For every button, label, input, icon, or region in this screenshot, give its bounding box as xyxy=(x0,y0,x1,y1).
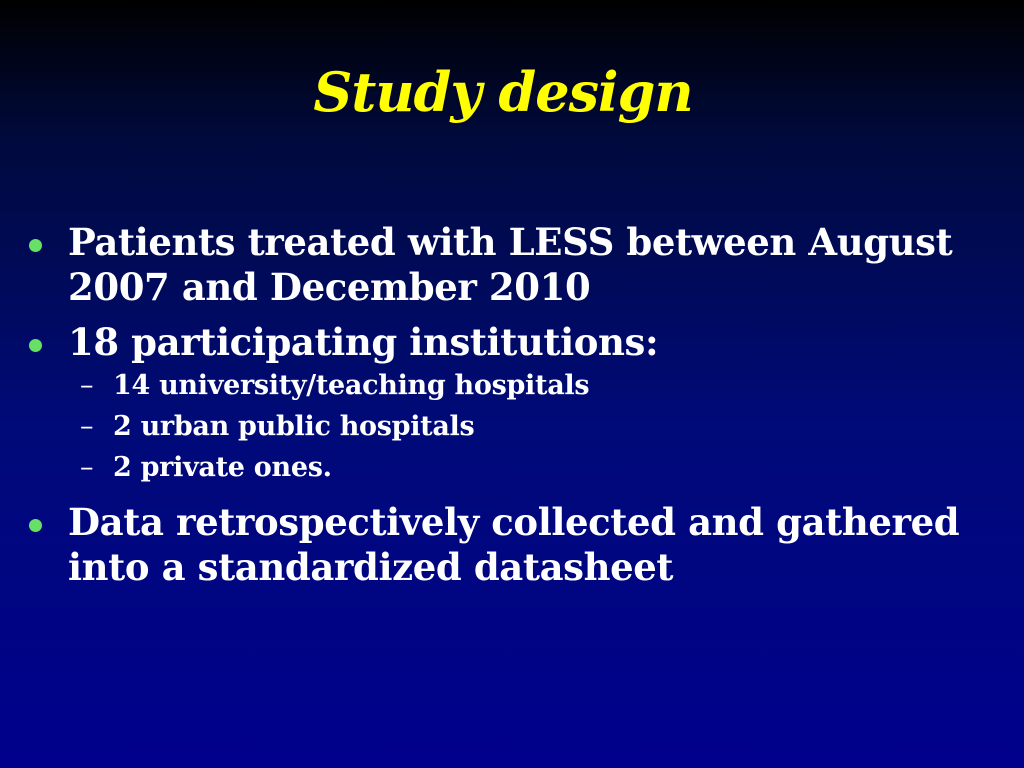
sub-bullet-text: 14 university/teaching hospitals xyxy=(113,370,590,401)
bullet-item xyxy=(0,220,994,310)
dash-icon: – xyxy=(80,370,94,401)
bullet-text: Patients treated with LESS between August 2007 and December 2010 xyxy=(68,220,953,309)
bullet-text: 18 participating institutions: xyxy=(68,320,659,364)
sub-bullet-item xyxy=(0,406,1024,447)
sub-bullet-text: 2 urban public hospitals xyxy=(113,411,475,442)
slide-content xyxy=(0,220,1024,590)
sub-bullet-item xyxy=(0,447,1024,488)
slide-title: Study design xyxy=(313,60,693,124)
bullet-item xyxy=(0,320,994,365)
bullet-item xyxy=(0,500,994,590)
sub-bullet-text: 2 private ones. xyxy=(113,452,332,483)
sub-bullet-list xyxy=(0,365,1024,488)
bullet-dot-icon xyxy=(29,239,42,252)
sub-bullet-item xyxy=(0,365,1024,406)
dash-icon: – xyxy=(80,452,94,483)
bullet-dot-icon xyxy=(29,519,42,532)
dash-icon: – xyxy=(80,411,94,442)
bullet-text: Data retrospectively collected and gathered into a standardized datasheet xyxy=(68,500,960,589)
bullet-dot-icon xyxy=(29,339,42,352)
